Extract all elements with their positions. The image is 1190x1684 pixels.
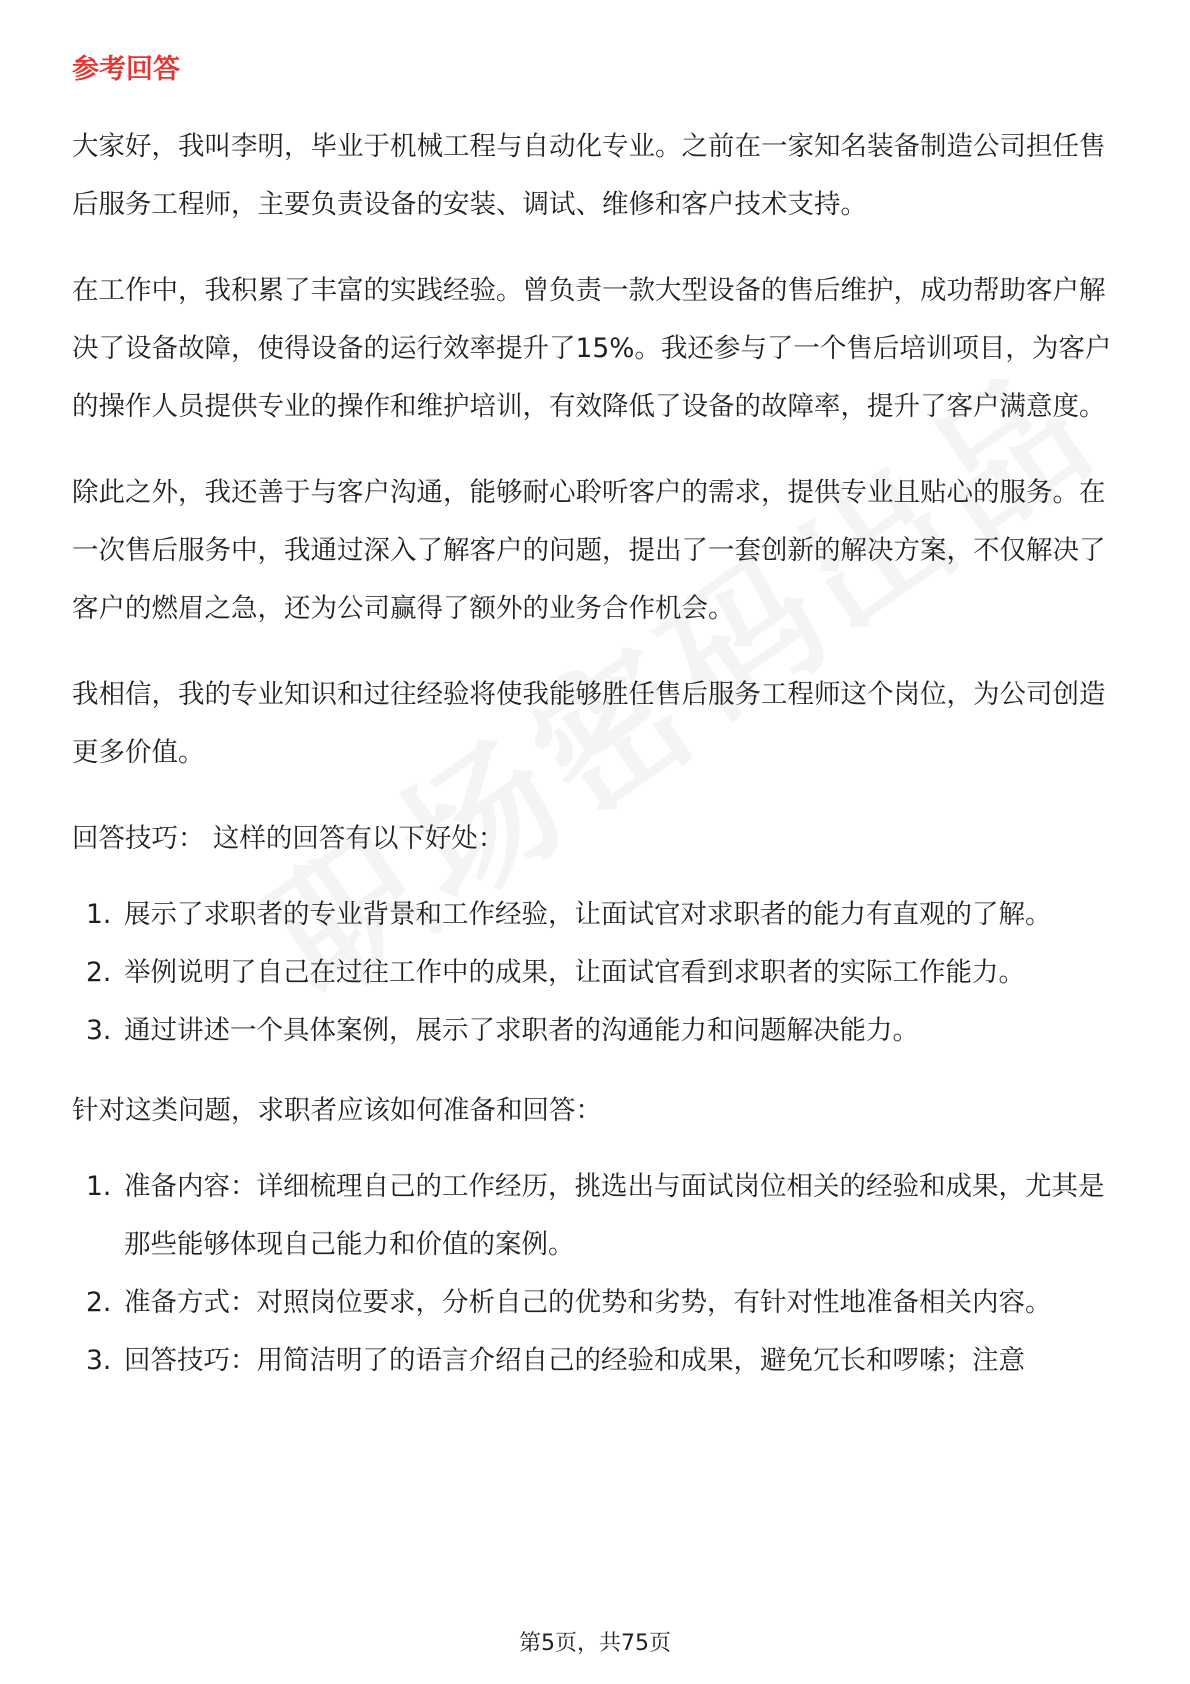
paragraph-conclusion: 我相信，我的专业知识和过往经验将使我能够胜任售后服务工程师这个岗位，为公司创造更多价值。 <box>72 679 1106 768</box>
list-item-number: 1. <box>86 1171 112 1202</box>
list-item <box>72 1002 1122 1060</box>
paragraph-intro: 大家好，我叫李明，毕业于机械工程与自动化专业。之前在一家知名装备制造公司担任售后服务工程师，主要负责设备的安装、调试、维修和客户技术支持。 <box>72 131 1106 220</box>
list-item <box>72 1274 1122 1332</box>
list-item-number: 3. <box>86 1015 112 1046</box>
paragraph-communication: 除此之外，我还善于与客户沟通，能够耐心聆听客户的需求，提供专业且贴心的服务。在一次售后服务中，我通过深入了解客户的问题，提出了一套创新的解决方案，不仅解决了客户的燃眉之急，还为公司赢得了额外的业务合作机会。 <box>72 477 1106 624</box>
list-item-number: 1. <box>86 899 112 930</box>
list-item <box>72 886 1122 944</box>
list-item <box>72 1332 1122 1390</box>
tips-list <box>72 886 1122 1060</box>
list-item-number: 3. <box>86 1345 112 1376</box>
paragraph-experience: 在工作中，我积累了丰富的实践经验。曾负责一款大型设备的售后维护，成功帮助客户解决了设备故障，使得设备的运行效率提升了15%。我还参与了一个售后培训项目，为客户的操作人员提供专业的操作和维护培训，有效降低了设备的故障率，提升了客户满意度。 <box>72 275 1112 422</box>
list-item-text: 举例说明了自己在过往工作中的成果，让面试官看到求职者的实际工作能力。 <box>124 957 1025 988</box>
list-item-text: 展示了求职者的专业背景和工作经验，让面试官对求职者的能力有直观的了解。 <box>124 899 1052 930</box>
list-item-text: 准备方式：对照岗位要求，分析自己的优势和劣势，有针对性地准备相关内容。 <box>124 1287 1052 1318</box>
list-item <box>72 944 1122 1002</box>
list-item-number: 2. <box>86 1287 112 1318</box>
list-item-text: 准备内容：详细梳理自己的工作经历，挑选出与面试岗位相关的经验和成果，尤其是那些能够体现自己能力和价值的案例。 <box>124 1171 1105 1260</box>
prep-label: 针对这类问题，求职者应该如何准备和回答： <box>72 1095 602 1126</box>
section-heading: 参考回答 <box>72 54 180 85</box>
list-item-text: 回答技巧：用简洁明了的语言介绍自己的经验和成果，避免冗长和啰嗦；注意 <box>124 1345 1025 1376</box>
tips-label: 回答技巧： 这样的回答有以下好处： <box>72 823 505 854</box>
content-area <box>72 48 1122 1412</box>
list-item <box>72 1158 1122 1274</box>
list-item-number: 2. <box>86 957 112 988</box>
page-number: 第5页，共75页 <box>519 1631 671 1656</box>
list-item-text: 通过讲述一个具体案例，展示了求职者的沟通能力和问题解决能力。 <box>124 1015 919 1046</box>
prep-list <box>72 1158 1122 1390</box>
